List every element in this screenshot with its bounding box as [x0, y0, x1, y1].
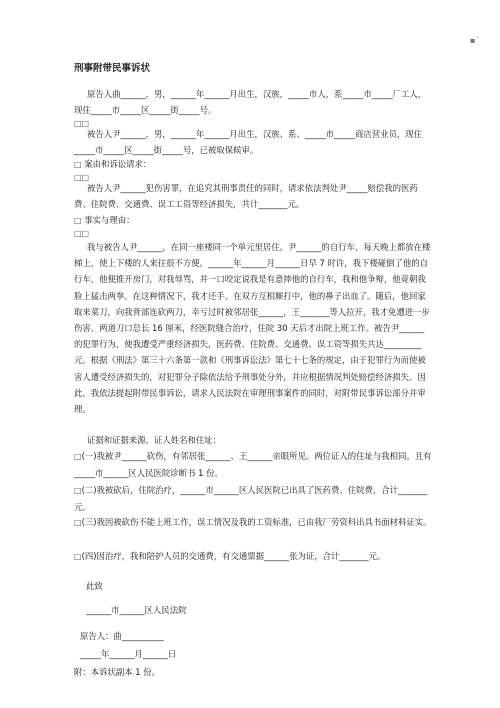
evidence-text-3: (三)我因被砍伤不能上班工作，误工情况及我的工资标准，已由我厂劳资科出具书面材料证实。	[81, 517, 432, 527]
placeholder-marker: □	[74, 518, 82, 527]
placeholder-marker: □□	[74, 229, 90, 238]
claim-heading: 案由和诉讼请求：	[84, 159, 152, 169]
date-line: _____年______月______日	[80, 649, 177, 659]
evidence-text-4: (四)因治疗，我和陪护人员的交通费，有交通票据______张为证，合计_______元。	[81, 551, 386, 561]
claim-paragraph: 被告人尹______犯伤害罪，在追究其刑事责任的同时，请求依法判处尹_____赔偿我的医药费、住院费、交通费、误工工资等经济损失，共计_______元。	[74, 183, 418, 210]
evidence-item-4	[74, 548, 432, 565]
evidence-text-2: (二)我被砍后，住院治疗，______市______区人民医院已出具了医药费、住院费，合计_______元。	[74, 485, 428, 513]
evidence-item-2	[74, 482, 432, 515]
placeholder-marker: □	[74, 160, 82, 169]
defendant-paragraph: 被告人尹______，男，______年______月出生，汉族、系、_____市_____商店营业员，现住_____市_____区_____街_____号，已被取保候审。	[74, 129, 422, 156]
document-title: 刑事附带民事诉状	[74, 63, 151, 74]
evidence-item-1	[74, 448, 432, 481]
facts-heading: 事实与理由：	[84, 215, 135, 225]
placeholder-marker: □	[74, 552, 82, 561]
closing-text: 此致	[86, 581, 103, 591]
placeholder-marker: □	[74, 486, 82, 495]
placeholder-marker: □□	[74, 173, 90, 182]
placeholder-marker: □	[74, 216, 82, 225]
evidence-heading: 证据和证据来源，证人姓名和住址：	[87, 435, 221, 445]
placeholder-marker: □□	[74, 119, 90, 128]
facts-paragraph: 我与被告人尹______，在同一座楼同一个单元里居住。尹______的自行车，每天晚上都放在楼梯上，使上下楼的人来往很不方便。______年______月______日早 7 时许，我下楼碰倒了他的自行车，他便推开房门，对我辱骂，并一口咬定说我是有意摔他的自行车，我和他争辩，他竟朝我脸上猛击两拳。在这种情况下，我才还手。在双方互相厮打中，他的鼻子出血了。随后，他回家取来菜刀，向我背部连砍两刀，幸亏过时被邻居张______，王_______等人拉开，我才免遭进一步伤害。两道刀口总长 16 厘米，经医院缝合治疗，住院 30 天后才出院上班工作。被告尹______的犯罪行为，使我遭受严重经济损失，医药费、住院费、交通费、误工资等损失共达_________元。根据《刑法》第三十六条第一款和《刑事诉讼法》第七十七条的规定，由于犯罪行为而使被害人遭受经济损失的，对犯罪分子除依法给予刑事处分外，并应根据情况判处赔偿经济损失。因此，我依法提起附带民事诉讼，请求人民法院在审理刑事案件的同时，对附带民事诉讼部分并审理。	[74, 242, 431, 415]
evidence-text-1: (一)我被尹______砍伤，有邻居张______、王______亲眼所见。两位证人的住址与我相同。且有_____市______区人民医院诊断书 1 份。	[74, 451, 432, 479]
placeholder-marker: □	[74, 452, 82, 461]
evidence-item-3	[74, 514, 432, 531]
attachment-note: 附：本诉状副本 1 份。	[74, 667, 161, 677]
corner-mark: ▪ˊ	[470, 36, 480, 45]
signer-line: 原告人：曲__________	[80, 631, 164, 641]
court-name: ______市______区人民法院	[86, 605, 187, 615]
plaintiff-paragraph: 原告人曲______，男，______年______月出生，汉族，_____市人，系_____市_____厂工人，现住_____市_____区_____街_____号。	[74, 89, 427, 116]
